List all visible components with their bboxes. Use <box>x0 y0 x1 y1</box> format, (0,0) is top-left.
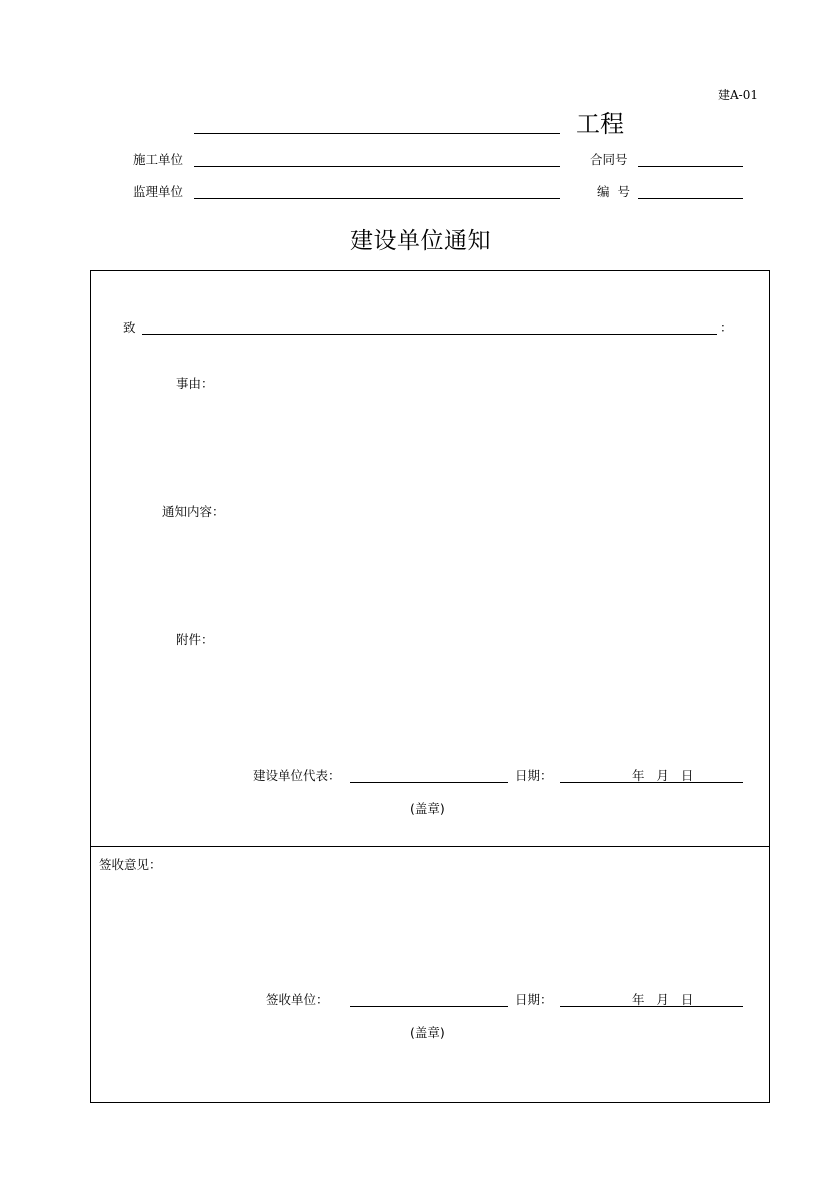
opinion-label: 签收意见： <box>99 857 162 872</box>
receipt-date-label: 日期： <box>515 992 553 1007</box>
recipient-field[interactable] <box>142 334 717 335</box>
contractor-field[interactable] <box>194 166 560 167</box>
rep-signature-field[interactable] <box>350 782 508 783</box>
notice-date-label: 日期： <box>515 768 553 783</box>
document-title: 建设单位通知 <box>350 228 491 254</box>
content-label: 通知内容： <box>162 504 225 519</box>
to-colon: ： <box>720 320 733 335</box>
supervisor-label: 监理单位 <box>133 184 184 199</box>
to-label: 致 <box>123 320 136 335</box>
form-frame <box>90 270 770 1103</box>
contract-no-field[interactable] <box>638 166 743 167</box>
notice-seal: (盖章) <box>410 801 445 816</box>
receipt-unit-field[interactable] <box>350 1006 508 1007</box>
receipt-unit-label: 签收单位： <box>266 992 329 1007</box>
contract-no-label: 合同号 <box>590 152 628 167</box>
serial-no-field[interactable] <box>638 198 743 199</box>
notice-date-ymd: 年 月 日 <box>632 768 694 783</box>
receipt-date-ymd: 年 月 日 <box>632 992 694 1007</box>
supervisor-field[interactable] <box>194 198 560 199</box>
serial-no-label: 编 号 <box>597 184 630 199</box>
reason-label: 事由： <box>176 376 214 391</box>
section-divider <box>90 846 770 847</box>
project-suffix: 工程 <box>576 110 624 138</box>
project-name-field[interactable] <box>194 133 560 134</box>
attachment-label: 附件： <box>176 632 214 647</box>
receipt-seal: (盖章) <box>410 1025 445 1040</box>
contractor-label: 施工单位 <box>133 152 184 167</box>
form-code: 建A-01 <box>718 88 758 102</box>
rep-label: 建设单位代表： <box>253 768 341 783</box>
